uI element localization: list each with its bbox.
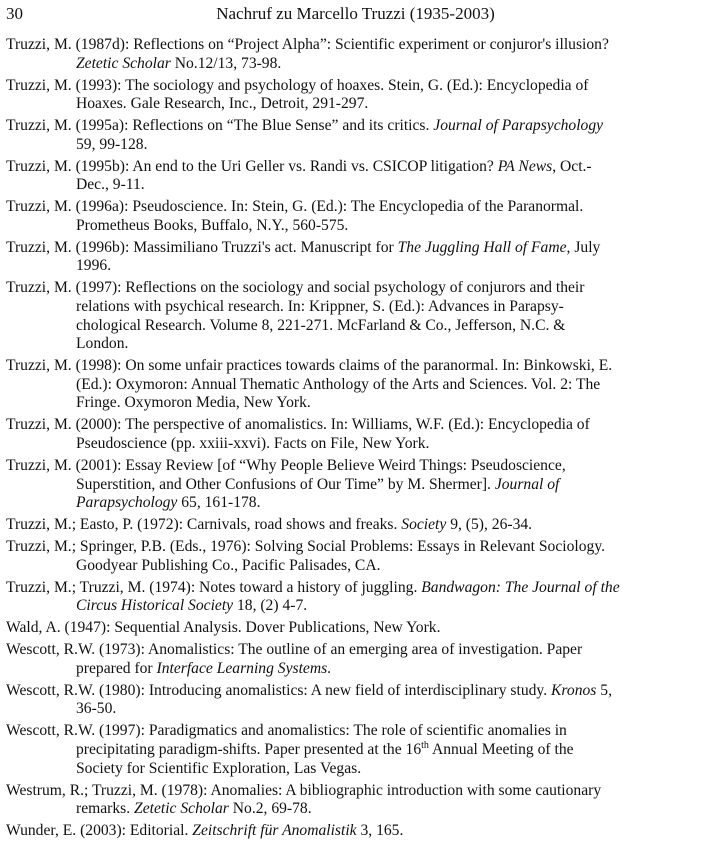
reference-text: 3, 165. [356,822,404,840]
italic-title: Interface Learning Systems [156,659,328,677]
reference-entry [6,782,621,819]
reference-text: 65, 161-178. [177,494,261,512]
reference-entry [6,619,621,638]
reference-entry [6,77,621,114]
reference-text: , Oct.-Dec., 9-11. [76,157,592,194]
reference-text: Wunder, E. (2003): Editorial. [6,822,193,840]
reference-text: Truzzi, M. (1995b): An end to the Uri Geller vs. Randi vs. CSICOP litigation? [6,157,498,175]
page-number: 30 [6,4,23,23]
reference-text: Truzzi, M. (1996b): Massimiliano Truzzi's act. Manuscript for [6,238,398,256]
italic-title: Society [401,516,447,534]
reference-text: Wescott, R.W. (1980): Introducing anomalistics: A new field of interdisciplinary study. [6,681,552,699]
italic-title: Zetetic Scholar [76,54,171,72]
reference-entry [6,416,621,453]
reference-text: Truzzi, M.; Truzzi, M. (1974): Notes toward a history of juggling. [6,578,422,596]
reference-text: Truzzi, M.; Easto, P. (1972): Carnivals, road shows and freaks. [6,516,402,534]
reference-text: Westrum, R.; Truzzi, M. (1978): Anomalies: A bibliographic introduction with some cautionary remarks. [6,781,602,818]
reference-entry [6,822,621,841]
reference-text: Wald, A. (1947): Sequential Analysis. Dover Publications, New York. [6,619,441,637]
reference-entry [6,722,621,778]
reference-text: Wescott, R.W. (1973): Anomalistics: The outline of an emerging area of investigation. Paper prepared for [6,641,583,677]
italic-title: Journal of Parapsychology [433,117,604,135]
reference-text: No.12/13, 73-98. [170,54,282,72]
reference-entry [6,117,621,154]
reference-text: Wescott, R.W. (1997): Paradigmatics and anomalistics: The role of scientific anomalies in precipitating paradigm-shifts. Paper presented at the 16 [6,722,567,759]
reference-text: No.2, 69-78. [228,800,312,818]
reference-text: 18, (2) 4-7. [233,597,308,615]
italic-title: Zetetic Scholar [134,800,229,818]
reference-text: Truzzi, M. (1997): Reflections on the sociology and social psychology of conjurors and their relations with psychical research. In: Krippner, S. (Ed.): Advances in Parapsychological Research. Volume 8, 221-271. McFarland & Co., Jefferson, N.C. & London. [6,279,585,353]
superscript-text: th [421,739,429,751]
italic-title: The Juggling Hall of Fame [397,238,567,256]
reference-text: 5, 36-50. [76,681,612,718]
reference-entry [6,357,621,413]
reference-text: . [327,659,332,677]
reference-entry [6,538,621,575]
reference-list [6,36,621,844]
italic-title: PA News [497,157,553,175]
reference-entry [6,158,621,195]
reference-text: Truzzi, M. (1998): On some unfair practices towards claims of the paranormal. In: Binkowski, E. (Ed.): Oxymoron: Annual Thematic Anthology of the Arts and Sciences. Vol. 2: The Fringe. Oxymoron Media, New York. [6,357,613,412]
reference-text: Truzzi, M.; Springer, P.B. (Eds., 1976): Solving Social Problems: Essays in Relevant Sociology. Goodyear Publishing Co., Pacific Palisades, CA. [6,538,606,574]
reference-entry [6,279,621,353]
reference-entry [6,516,621,535]
page-header [6,4,705,28]
italic-title: Zeitschrift für Anomalistik [192,822,357,840]
italic-title: Kronos [551,681,597,699]
reference-text: 59, 99-128. [76,135,148,153]
reference-entry [6,36,621,73]
reference-text: Annual Meeting of the Society for Scientific Exploration, Las Vegas. [76,741,574,777]
reference-text: Truzzi, M. (2001): Essay Review [of “Why People Believe Weird Things: Pseudoscience, Superstition, and Other Confusions of Our Time” by M. Shermer]. [6,456,566,493]
reference-text: Truzzi, M. (1993): The sociology and psychology of hoaxes. Stein, G. (Ed.): Encyclopedia of Hoaxes. Gale Research, Inc., Detroit, 291-297. [6,76,589,113]
reference-entry [6,579,621,616]
reference-entry [6,239,621,276]
reference-entry [6,641,621,678]
running-title: Nachruf zu Marcello Truzzi (1935-2003) [216,4,495,23]
reference-entry [6,198,621,235]
reference-text: Truzzi, M. (1996a): Pseudoscience. In: Stein, G. (Ed.): The Encyclopedia of the Paranormal. Prometheus Books, Buffalo, N.Y., 560-575. [6,198,584,234]
italic-title: Bandwagon: The Journal of the Circus Historical Society [76,578,620,615]
reference-text: 9, (5), 26-34. [446,516,533,534]
reference-entry [6,682,621,719]
italic-title: Journal of Parapsychology [76,475,560,512]
reference-entry [6,457,621,513]
reference-text: Truzzi, M. (1987d): Reflections on “Project Alpha”: Scientific experiment or conjuror's illusion? [6,36,609,53]
reference-text: Truzzi, M. (1995a): Reflections on “The Blue Sense” and its critics. [6,117,434,135]
reference-text: , July 1996. [76,238,601,275]
reference-text: Truzzi, M. (2000): The perspective of anomalistics. In: Williams, W.F. (Ed.): Encyclopedia of Pseudoscience (pp. xxiii-xxvi). Facts on File, New York. [6,416,590,452]
